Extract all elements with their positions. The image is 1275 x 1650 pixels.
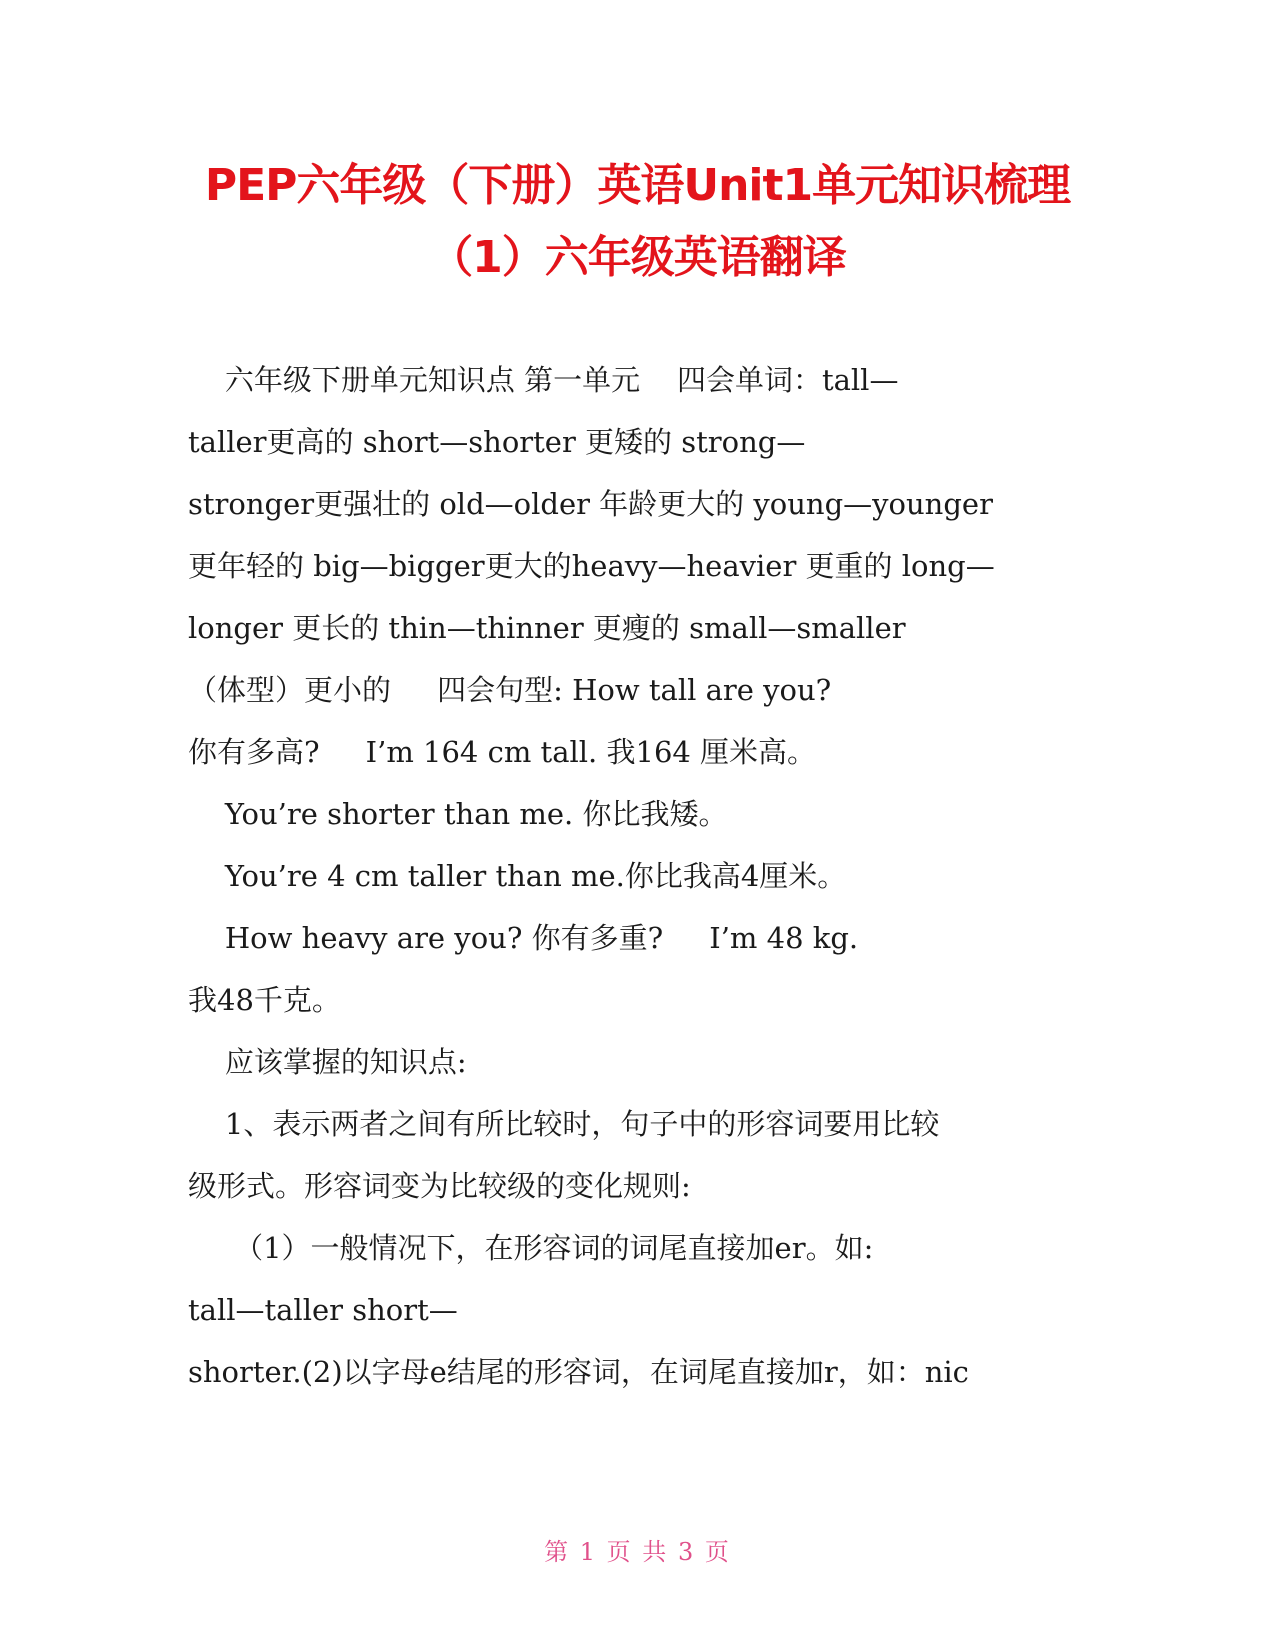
body-line: 级形式。形容词变为比较级的变化规则: [188, 1169, 691, 1203]
body-line: （1）一般情况下，在形容词的词尾直接加er。如: [188, 1231, 874, 1265]
body-line: tall—taller short— [188, 1293, 458, 1327]
title-line-1: PEP六年级（下册）英语Unit1单元知识梳理 [204, 160, 1071, 211]
body-line: stronger更强壮的 old—older 年龄更大的 young—younger [188, 487, 993, 521]
body-line: taller更高的 short—shorter 更矮的 strong— [188, 425, 806, 459]
body-line: You’re shorter than me. 你比我矮。 [188, 797, 728, 831]
page-footer: 第 1 页 共 3 页 [544, 1538, 731, 1566]
body-line: longer 更长的 thin—thinner 更瘦的 small—smaller [188, 611, 906, 645]
document-title [120, 150, 1155, 294]
body-line: You’re 4 cm taller than me.你比我高4厘米。 [188, 859, 847, 893]
body-line: 我48千克。 [188, 983, 341, 1017]
body-line: （体型）更小的 四会句型: How tall are you? [188, 673, 832, 707]
body-line: shorter.(2)以字母e结尾的形容词，在词尾直接加r，如：nic [188, 1355, 969, 1389]
body-line: 更年轻的 big—bigger更大的heavy—heavier 更重的 long— [188, 549, 995, 583]
body-line: 应该掌握的知识点: [188, 1045, 467, 1079]
title-line-2: （1）六年级英语翻译 [429, 232, 846, 283]
body-line: 六年级下册单元知识点 第一单元 四会单词：tall— [188, 363, 899, 397]
body-line: 1、表示两者之间有所比较时，句子中的形容词要用比较 [188, 1107, 940, 1141]
body-line: How heavy are you? 你有多重? I’m 48 kg. [188, 921, 859, 955]
body-line: 你有多高? I’m 164 cm tall. 我164 厘米高。 [188, 735, 817, 769]
